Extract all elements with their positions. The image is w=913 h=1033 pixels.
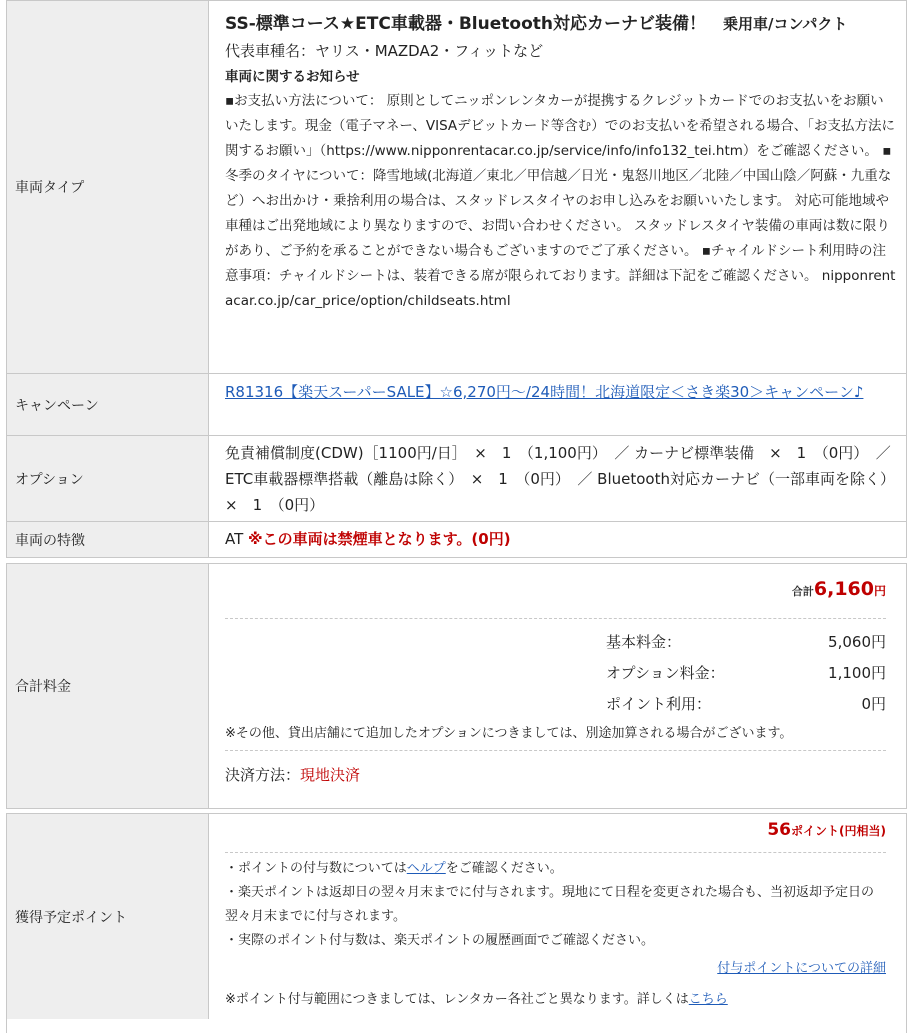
- campaign-row: [7, 373, 906, 435]
- points-footer-note: ※ポイント付与範囲につきましては、レンタカー各社ごと異なります。詳しくはこちら: [225, 992, 728, 1007]
- transmission: AT: [225, 530, 244, 548]
- points-value: [209, 814, 906, 1019]
- features-row: [7, 521, 906, 557]
- point-use-line: ポイント利用： 0円: [606, 695, 886, 713]
- campaign-link[interactable]: R81316【楽天スーパーSALE】☆6,270円～/24時間！北海道限定＜さき楽30＞キャンペーン♪: [225, 383, 864, 401]
- vehicle-class: 乗用車/コンパクト: [723, 15, 848, 33]
- points-row: [7, 814, 906, 1019]
- reservation-detail-table: [6, 0, 907, 558]
- points-details-link[interactable]: 付与ポイントについての詳細: [717, 961, 886, 976]
- points-table: [6, 813, 907, 1033]
- points-notes: [225, 857, 896, 953]
- basic-fee-line: 基本料金： 5,060円: [606, 633, 886, 651]
- vehicle-plan-title: SS-標準コース★ETC車載器・Bluetooth対応カーナビ装備！ 乗用車/コンパクト: [225, 14, 848, 34]
- additional-option-note: ※その他、貸出店舗にて追加したオプションにつきましては、別途加算される場合がございます。: [225, 726, 793, 741]
- total-fee-table: [6, 563, 907, 809]
- features-value: [209, 522, 906, 557]
- divider: [225, 750, 886, 751]
- option-value: 免責補償制度(CDW)［1100円/日］ × 1 （1,100円） ／ カーナビ標準装備 × 1 （0円） ／ ETC車載器標準搭載（離島は除く） × 1 （0円） ／ Bluetooth対応カーナビ（一部車両を除く） × 1 （0円）: [225, 444, 903, 514]
- option-label: オプション: [7, 436, 209, 521]
- points-details: [225, 957, 896, 981]
- points-note-help: ・ポイントの付与数についてはヘルプをご確認ください。: [225, 861, 563, 876]
- payment-method: 決済方法：現地決済: [225, 766, 361, 784]
- vehicle-notice-body: ▪お支払い方法について： 原則としてニッポンレンタカーが提携するクレジットカードでのお支払いをお願いいたします。現金（電子マネー、VISAデビットカード等含む）でのお支払いを希望される場合、「お支払方法に関するお願い」（https://www.nipponrentacar.co.jp/service/info/info132_tei.htm）をご確認ください。 ▪冬季のタイヤについて：降雪地域(北海道／東北／甲信越／日光・鬼怒川地区／北陸／中国山陰／阿蘇・九重など）へお出かけ・乗捨利用の場合は、スタッドレスタイヤのお申し込みをお願いいたします。 対応可能地域や車種はご出発地域により異なりますので、お問い合わせください。 スタッドレスタイヤ装備の車両は数に限りがあり、ご予約を承ることができない場合もございますのでご了承ください。 ▪チャイルドシート利用時の注意事項：チャイルドシートは、装着できる席が限られております。詳細は下記をご確認ください。 nipponrentacar.co.jp/car_price/option/childseats.html: [225, 93, 896, 309]
- total-fee-row: [7, 564, 906, 808]
- here-link[interactable]: こちら: [688, 992, 728, 1007]
- option-fee-line: オプション料金： 1,100円: [606, 664, 886, 682]
- non-smoking-note: ※この車両は禁煙車となります。(0円): [248, 530, 511, 548]
- divider: [225, 852, 886, 853]
- points-note-timing: ・楽天ポイントは返却日の翌々月末までに付与されます。現地にて日程を変更された場合も、当初返却予定日の翌々月末までに付与されます。: [225, 885, 874, 924]
- divider: [225, 618, 886, 619]
- features-label: 車両の特徴: [7, 522, 209, 557]
- vehicle-type-label: 車両タイプ: [7, 1, 209, 373]
- points-label: 獲得予定ポイント: [7, 814, 209, 1019]
- total-amount: 合計6,160円: [791, 578, 886, 600]
- fee-breakdown: [606, 627, 886, 720]
- total-fee-value: [209, 564, 906, 808]
- vehicle-notice-heading: 車両に関するお知らせ: [225, 69, 360, 85]
- representative-models: 代表車種名：ヤリス・MAZDA2・フィットなど: [225, 42, 544, 60]
- points-note-history: ・実際のポイント付与数は、楽天ポイントの履歴画面でご確認ください。: [225, 933, 655, 948]
- points-amount: 56ポイント(円相当): [767, 820, 886, 840]
- total-fee-label: 合計料金: [7, 564, 209, 808]
- vehicle-type-value: [209, 1, 906, 373]
- help-link[interactable]: ヘルプ: [406, 861, 446, 876]
- campaign-value: [209, 374, 906, 435]
- campaign-label: キャンペーン: [7, 374, 209, 435]
- option-row: [7, 435, 906, 521]
- vehicle-type-row: [7, 1, 906, 373]
